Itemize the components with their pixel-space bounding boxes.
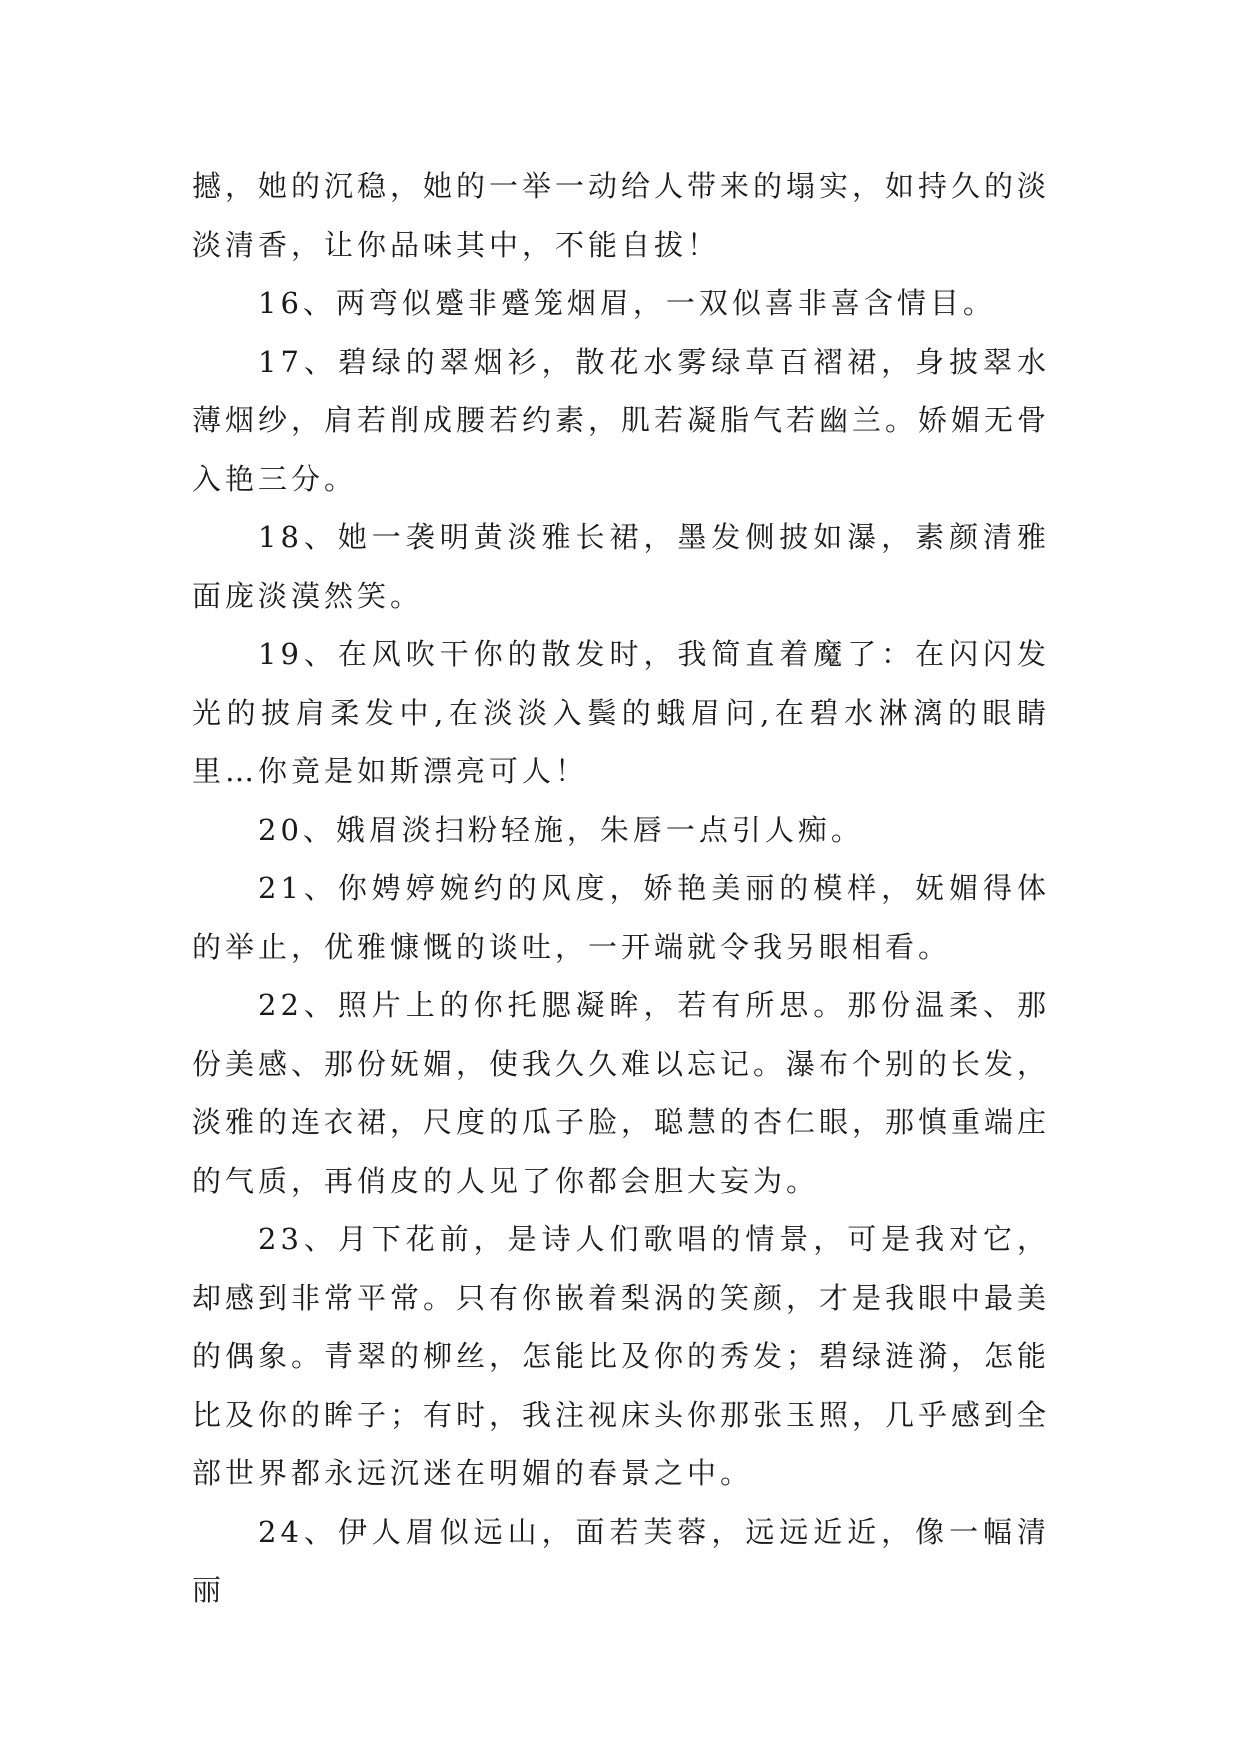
paragraph-17: 17、碧绿的翠烟衫，散花水雾绿草百褶裙，身披翠水薄烟纱，肩若削成腰若约素，肌若凝脂气若幽兰。娇媚无骨入艳三分。 (192, 344, 1051, 496)
paragraph-19: 19、在风吹干你的散发时，我简直着魔了：在闪闪发光的披肩柔发中,在淡淡入鬓的蛾眉问,在碧水淋漓的眼睛里…你竟是如斯漂亮可人！ (192, 637, 1050, 788)
paragraph-16: 16、两弯似蹙非蹙笼烟眉，一双似喜非喜含情目。 (258, 286, 996, 320)
paragraph-24: 24、伊人眉似远山，面若芙蓉，远远近近，像一幅清丽 (192, 1514, 1050, 1607)
paragraph-21: 21、你娉婷婉约的风度，娇艳美丽的模样，妩媚得体的举止，优雅慷慨的谈吐，一开端就令我另眼相看。 (192, 871, 1050, 964)
paragraph-22: 22、照片上的你托腮凝眸，若有所思。那份温柔、那份美感、那份妩媚，使我久久难以忘记。瀑布个别的长发，淡雅的连衣裙，尺度的瓜子脸，聪慧的杏仁眼，那慎重端庄的气质，再俏皮的人见了你都会胆大妄为。 (192, 988, 1051, 1198)
body-text (192, 157, 1050, 1620)
paragraph-continued: 撼，她的沉稳，她的一举一动给人带来的塌实，如持久的淡淡清香，让你品味其中，不能自拔！ (192, 169, 1051, 262)
paragraph-23: 23、月下花前，是诗人们歌唱的情景，可是我对它，却感到非常平常。只有你嵌着梨涡的笑颜，才是我眼中最美的偶象。青翠的柳丝，怎能比及你的秀发；碧绿涟漪，怎能比及你的眸子；有时，我注视床头你那张玉照，几乎感到全部世界都永远沉迷在明媚的春景之中。 (192, 1222, 1051, 1490)
paragraph-20: 20、娥眉淡扫粉轻施，朱唇一点引人痴。 (258, 812, 864, 847)
paragraph-18: 18、她一袭明黄淡雅长裙，墨发侧披如瀑，素颜清雅面庞淡漠然笑。 (192, 520, 1050, 613)
